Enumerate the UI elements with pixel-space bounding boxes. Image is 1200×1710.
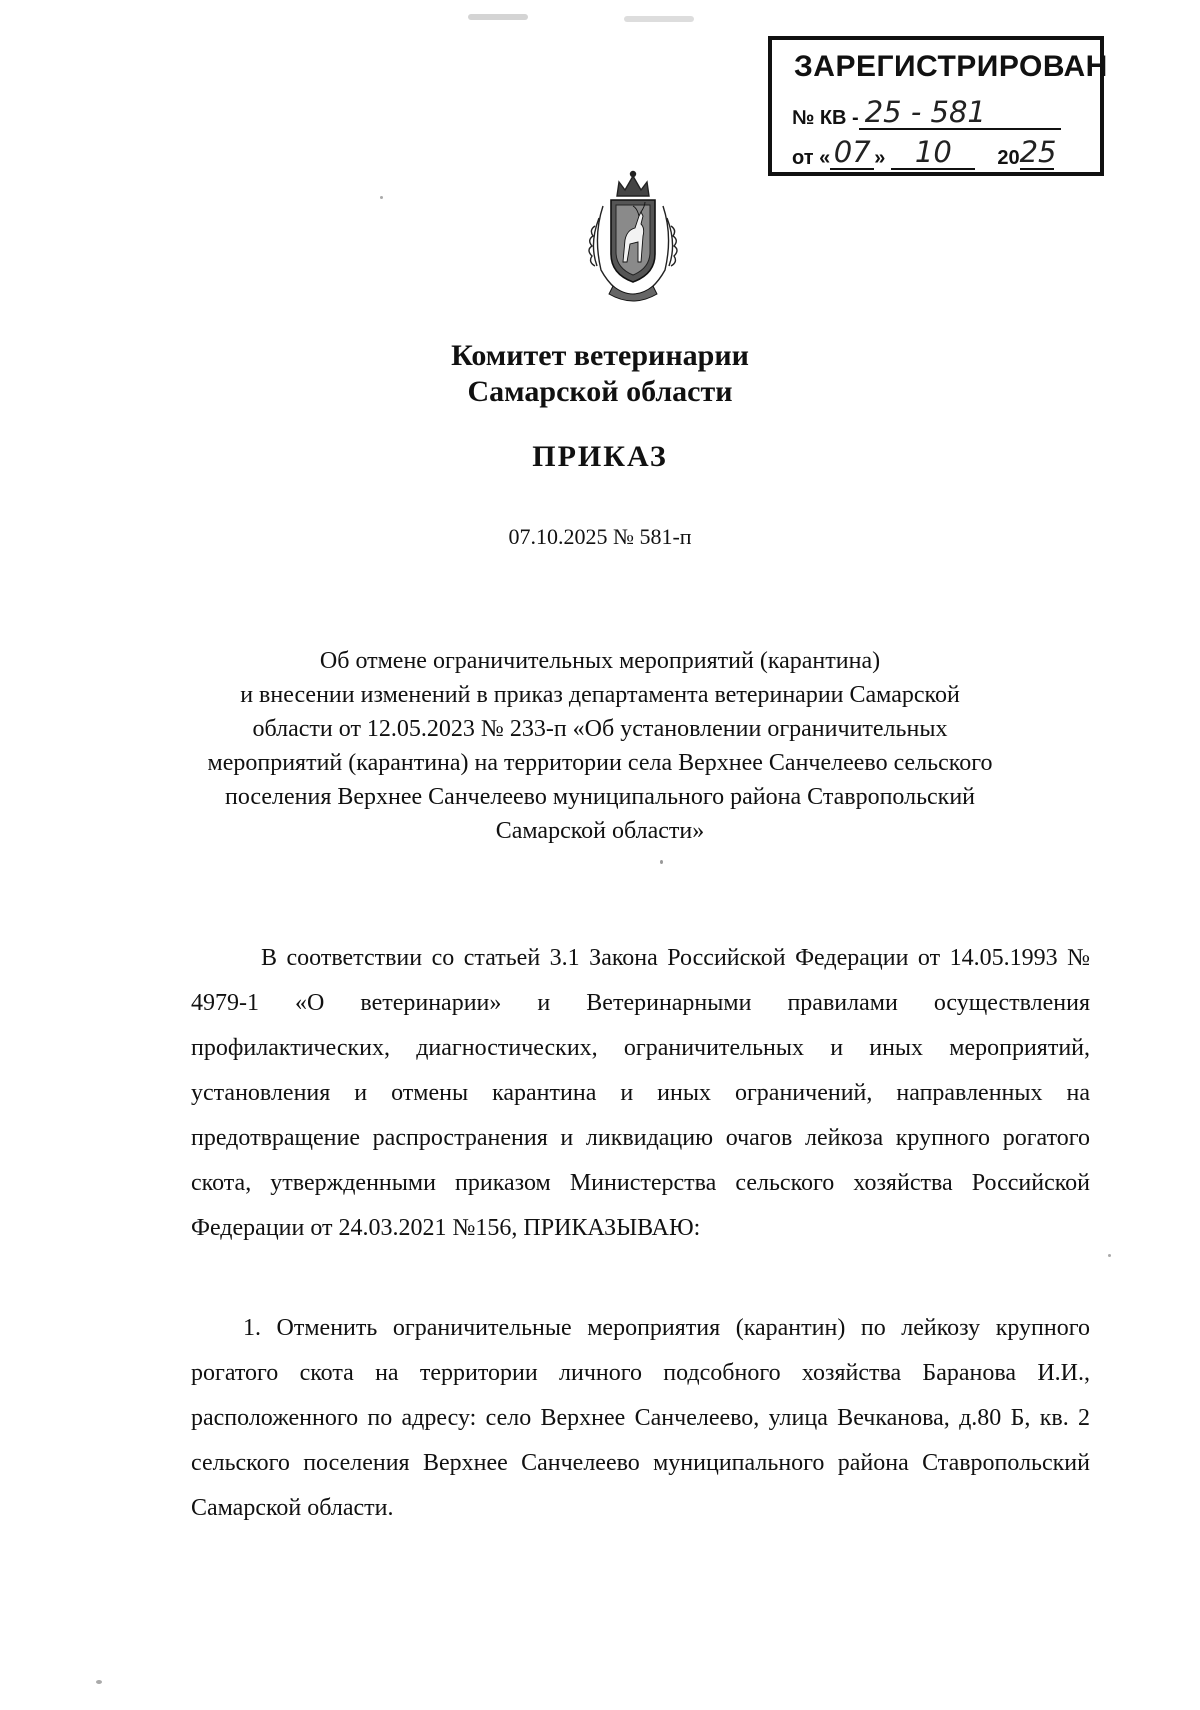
- stamp-number-field: [859, 95, 1061, 130]
- body-paragraph-item-1: 1. Отменить ограничительные мероприятия (карантин) по лейкозу крупного рогатого скота на территории личного подсобного хозяйства Баранова И.И., расположенного по адресу: село Верхнее Санчелеево, улица Вечканова, д.80 Б, кв. 2 сельского поселения Верхнее Санчелеево муниципального района Ставропольский Самарской области.: [191, 1315, 1090, 1521]
- subject-line: Самарской области»: [495, 818, 705, 844]
- stamp-title: ЗАРЕГИСТРИРОВАН: [794, 50, 1108, 83]
- subject-line: поселения Верхнее Санчелеево муниципального района Ставропольский: [224, 784, 976, 810]
- stamp-number-row: [792, 95, 1061, 130]
- stamp-month-value: 10: [914, 135, 952, 169]
- stamp-month-field: [891, 135, 975, 170]
- stamp-date-row: [792, 135, 1057, 170]
- body-paragraph-preamble: В соответствии со статьей 3.1 Закона Российской Федерации от 14.05.1993 № 4979-1 «О ветеринарии» и Ветеринарными правилами осуществления профилактических, диагностических, ограничительных и иных мероприятий, установления и отмены карантина и иных ограничений, направленных на предотвращение распространения и ликвидацию очагов лейкоза крупного рогатого скота, утвержденными приказом Министерства сельского хозяйства Российской Федерации от 24.03.2021 №156, ПРИКАЗЫВАЮ:: [191, 945, 1090, 1241]
- document-date-number: 07.10.2025 № 581-п: [508, 524, 692, 549]
- stamp-day-close: »: [874, 147, 886, 169]
- stamp-year-field: [1019, 135, 1057, 170]
- document-subject: [0, 644, 1200, 848]
- subject-line: Об отмене ограничительных мероприятий (карантина): [319, 648, 881, 674]
- subject-line: и внесении изменений в приказ департамента ветеринарии Самарской: [240, 682, 960, 708]
- organization-name-line-1: Комитет ветеринарии: [451, 339, 749, 372]
- stamp-date-prefix: от «: [792, 147, 831, 169]
- registration-stamp: [768, 36, 1108, 176]
- subject-line: мероприятий (карантина) на территории села Верхнее Санчелеево сельского: [207, 750, 993, 776]
- coat-of-arms-icon: [583, 166, 683, 306]
- organization-name-line-2: Самарской области: [467, 375, 733, 408]
- document-type: ПРИКАЗ: [532, 440, 668, 473]
- subject-line: области от 12.05.2023 № 233-п «Об установлении ограничительных: [252, 716, 948, 742]
- stamp-number-prefix: № КВ -: [792, 107, 859, 129]
- stamp-day-field: [830, 135, 874, 170]
- stamp-year-prefix: 20: [997, 147, 1020, 169]
- stamp-number-value: 25 - 581: [864, 95, 986, 129]
- stamp-day-value: 07: [833, 135, 871, 169]
- organization-name: [0, 338, 1200, 410]
- stamp-year-value: 25: [1019, 135, 1057, 169]
